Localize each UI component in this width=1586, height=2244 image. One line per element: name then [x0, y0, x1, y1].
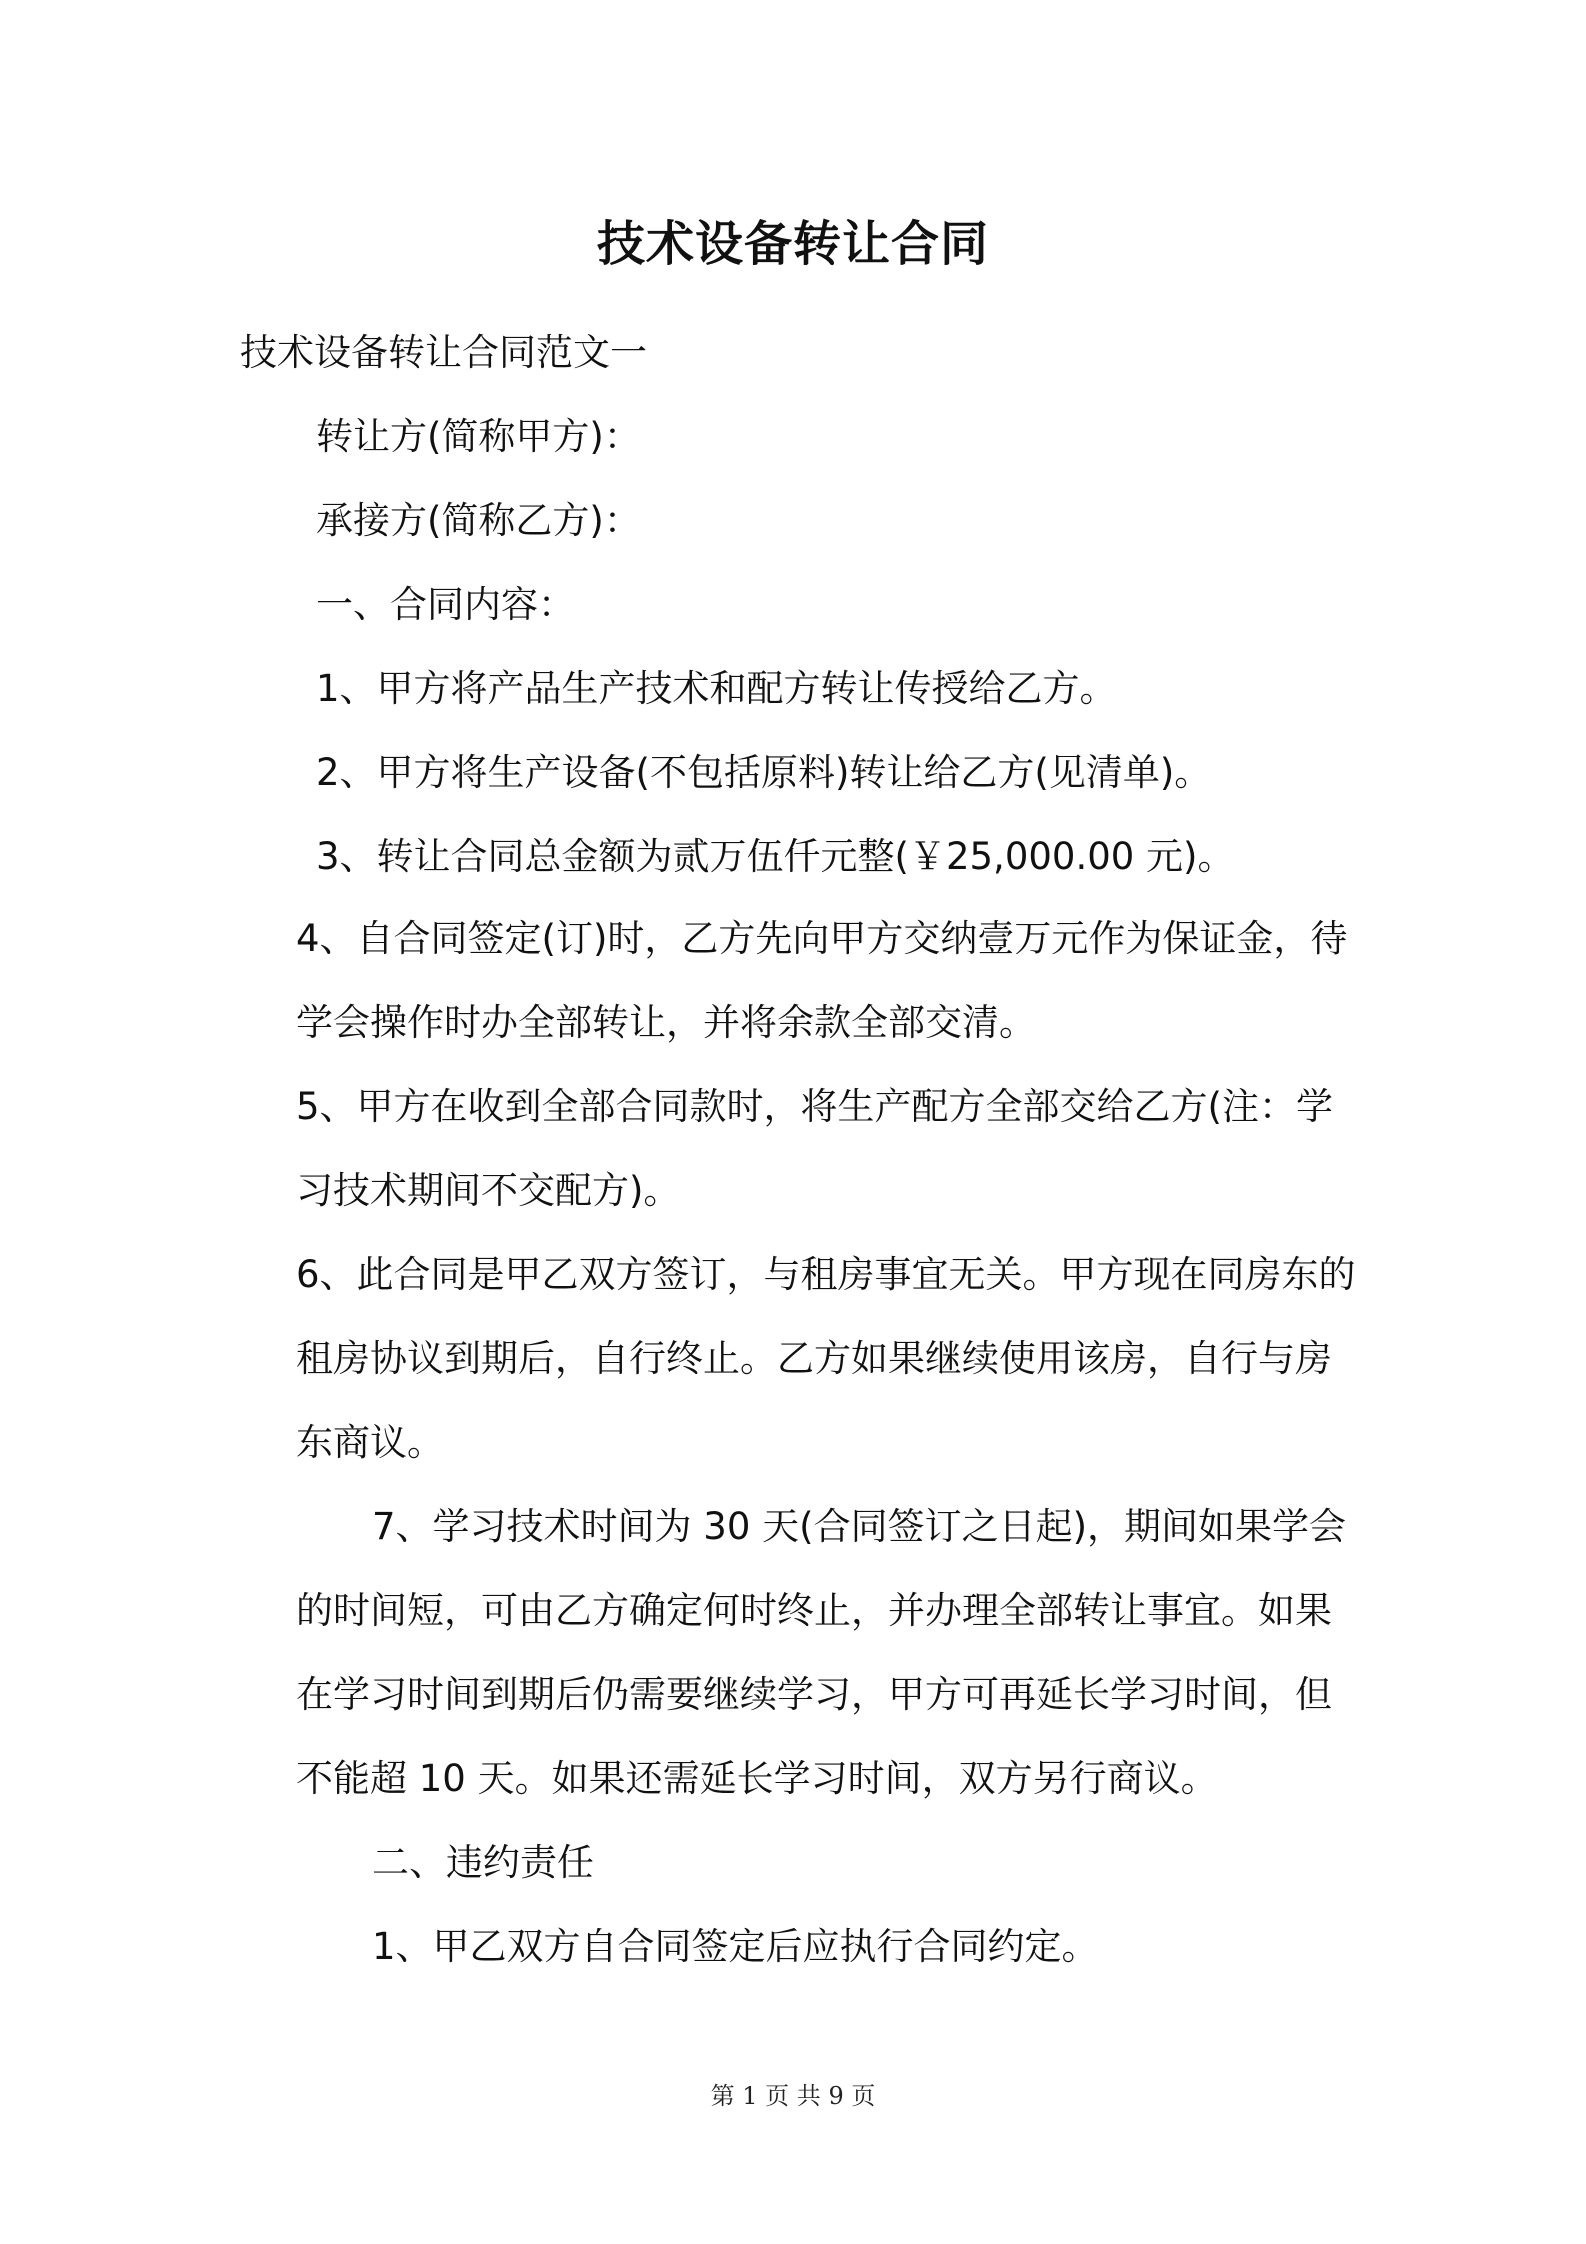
clause-1: 1、甲方将产品生产技术和配方转让传授给乙方。 [316, 667, 1117, 710]
clause-4-line-1: 4、自合同签定(订)时，乙方先向甲方交纳壹万元作为保证金，待 [296, 917, 1348, 960]
clause-6-line-1: 6、此合同是甲乙双方签订，与租房事宜无关。甲方现在同房东的 [296, 1253, 1356, 1296]
clause-7-line-1: 7、学习技术时间为 30 天(合同签订之日起)，期间如果学会 [372, 1505, 1347, 1548]
clause-5-line-1: 5、甲方在收到全部合同款时，将生产配方全部交给乙方(注：学 [296, 1085, 1333, 1128]
clause-4-line-2: 学会操作时办全部转让，并将余款全部交清。 [296, 1001, 1036, 1044]
document-title: 技术设备转让合同 [596, 216, 989, 272]
clause-7-line-3: 在学习时间到期后仍需要继续学习，甲方可再延长学习时间，但 [296, 1673, 1332, 1716]
section-heading-sample-one: 技术设备转让合同范文一 [240, 331, 647, 374]
contract-content-heading: 一、合同内容： [316, 583, 575, 626]
clause-6-line-2: 租房协议到期后，自行终止。乙方如果继续使用该房，自行与房 [296, 1337, 1332, 1380]
clause-3: 3、转让合同总金额为贰万伍仟元整(￥25,000.00 元)。 [316, 835, 1235, 878]
breach-clause-1: 1、甲乙双方自合同签定后应执行合同约定。 [372, 1925, 1099, 1968]
breach-liability-heading: 二、违约责任 [372, 1841, 594, 1884]
party-b-line: 承接方(简称乙方)： [316, 499, 641, 542]
party-a-line: 转让方(简称甲方)： [316, 415, 641, 458]
clause-5-line-2: 习技术期间不交配方)。 [296, 1169, 681, 1212]
page-number-footer: 第 1 页 共 9 页 [710, 2082, 876, 2110]
clause-7-line-2: 的时间短，可由乙方确定何时终止，并办理全部转让事宜。如果 [296, 1589, 1332, 1632]
clause-7-line-4: 不能超 10 天。如果还需延长学习时间，双方另行商议。 [296, 1757, 1218, 1800]
clause-2: 2、甲方将生产设备(不包括原料)转让给乙方(见清单)。 [316, 751, 1212, 794]
clause-6-line-3: 东商议。 [296, 1421, 444, 1464]
